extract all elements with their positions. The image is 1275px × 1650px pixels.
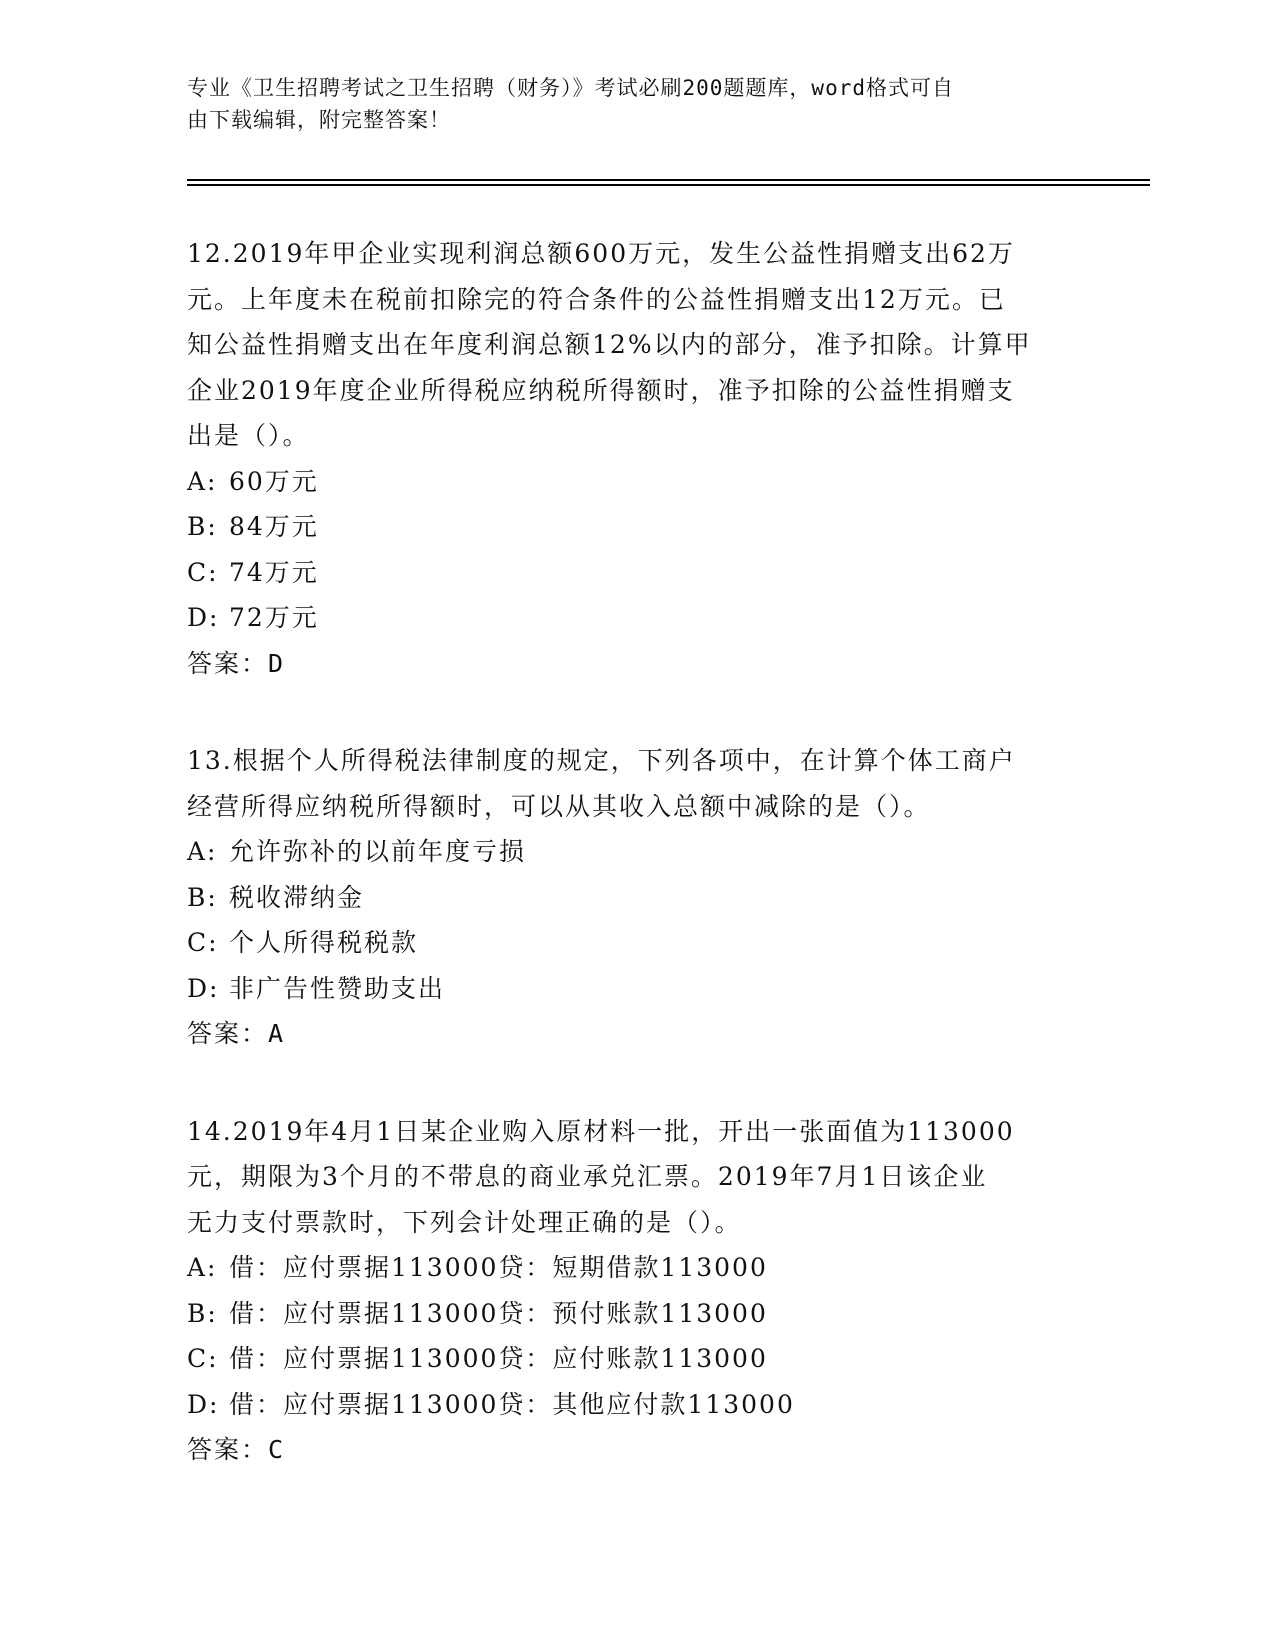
option-text: 借：应付票据113000贷：其他应付款113000: [229, 1389, 795, 1419]
option-key: D:: [187, 973, 220, 1003]
option-text: 60万元: [229, 466, 319, 496]
option-key: C:: [187, 1344, 219, 1373]
header-line-1: 专业《卫生招聘考试之卫生招聘（财务）》考试必刷200题题库，word格式可自: [187, 76, 954, 100]
question-12: [187, 231, 1087, 686]
answer-line: 答案：C: [187, 1435, 286, 1464]
question-14: [187, 1109, 1087, 1473]
option-c: [187, 920, 1087, 966]
answer-line: 答案：A: [187, 1019, 286, 1048]
option-text: 84万元: [229, 512, 319, 541]
document-header: [187, 72, 1067, 136]
stem-line: 知公益性捐赠支出在年度利润总额12%以内的部分，准予扣除。计算甲: [187, 330, 1032, 359]
option-a: [187, 459, 1087, 505]
stem-line: 元。上年度未在税前扣除完的符合条件的公益性捐赠支出12万元。已: [187, 284, 1006, 314]
option-a: [187, 1245, 1087, 1291]
option-text: 72万元: [229, 603, 319, 632]
stem-line: 14.2019年4月1日某企业购入原材料一批，开出一张面值为113000: [187, 1116, 1015, 1146]
option-key: A:: [187, 1253, 218, 1282]
stem-line: 企业2019年度企业所得税应纳税所得额时，准予扣除的公益性捐赠支: [187, 375, 1015, 405]
question-stem: [187, 231, 1087, 459]
option-key: D:: [187, 603, 220, 632]
option-key: A:: [187, 837, 218, 866]
option-text: 74万元: [229, 557, 319, 587]
answer-line: 答案：D: [187, 648, 286, 678]
stem-line: 无力支付票款时，下列会计处理正确的是（）。: [187, 1207, 742, 1237]
option-d: [187, 595, 1087, 641]
option-c: [187, 550, 1087, 596]
option-key: C:: [187, 557, 219, 587]
question-list: [187, 231, 1087, 1525]
header-divider-top: [187, 179, 1150, 181]
stem-line: 13.根据个人所得税法律制度的规定，下列各项中，在计算个体工商户: [187, 746, 1016, 775]
question-stem: [187, 738, 1087, 829]
option-key: A:: [187, 466, 218, 496]
stem-line: 元，期限为3个月的不带息的商业承兑汇票。2019年7月1日该企业: [187, 1162, 988, 1191]
option-key: B:: [187, 1298, 218, 1328]
option-a: [187, 829, 1087, 875]
option-c: [187, 1336, 1087, 1382]
option-key: B:: [187, 882, 218, 912]
question-13: [187, 738, 1087, 1057]
stem-line: 经营所得应纳税所得额时，可以从其收入总额中减除的是（）。: [187, 791, 931, 821]
header-line-2: 由下载编辑，附完整答案！: [187, 108, 451, 132]
option-key: D:: [187, 1389, 220, 1419]
question-stem: [187, 1109, 1087, 1246]
option-text: 借：应付票据113000贷：预付账款113000: [229, 1298, 768, 1328]
option-text: 借：应付票据113000贷：应付账款113000: [229, 1344, 768, 1373]
option-key: B:: [187, 512, 218, 541]
option-b: [187, 504, 1087, 550]
stem-line: 12.2019年甲企业实现利润总额600万元，发生公益性捐赠支出62万: [187, 239, 1015, 268]
option-text: 税收滞纳金: [229, 882, 365, 912]
option-key: C:: [187, 928, 219, 957]
header-divider-bottom: [187, 184, 1150, 186]
option-text: 非广告性赞助支出: [229, 973, 446, 1003]
stem-line: 出是（）。: [187, 421, 310, 450]
option-d: [187, 966, 1087, 1012]
option-b: [187, 875, 1087, 921]
option-b: [187, 1291, 1087, 1337]
option-text: 允许弥补的以前年度亏损: [229, 837, 527, 866]
option-d: [187, 1382, 1087, 1428]
option-text: 个人所得税税款: [229, 928, 419, 957]
option-text: 借：应付票据113000贷：短期借款113000: [229, 1253, 768, 1282]
